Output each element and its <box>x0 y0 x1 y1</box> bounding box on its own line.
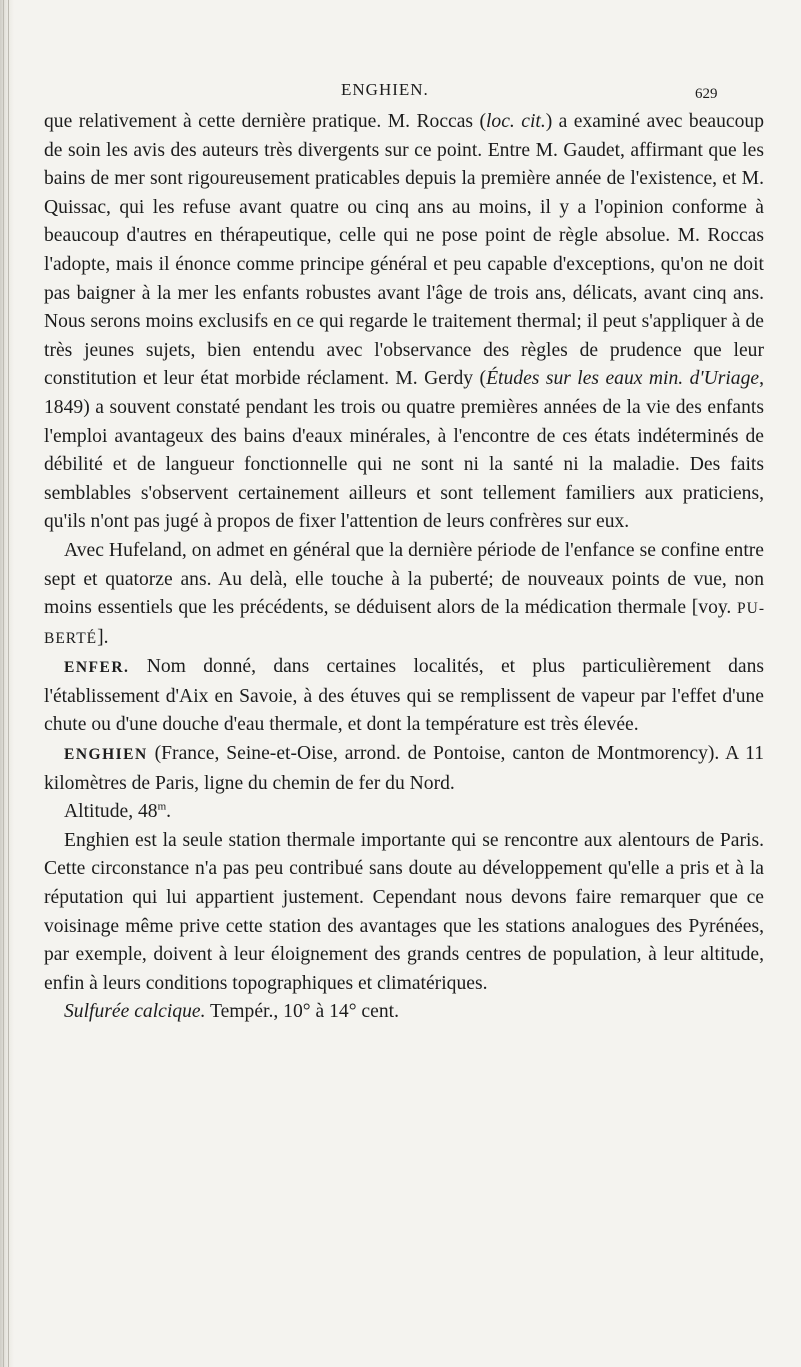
citation: Études sur les eaux min. d'Uriage <box>486 368 760 390</box>
entry-headword: ENFER. <box>64 659 130 677</box>
paragraph-1 <box>44 108 764 537</box>
text-run: ]. <box>97 626 109 648</box>
running-head: ENGHIEN. <box>341 80 429 99</box>
binding-line <box>3 0 4 1367</box>
altitude-unit: m <box>157 800 167 813</box>
entry-headword: ENGHIEN <box>64 746 148 764</box>
page-binding-edge <box>0 0 14 1367</box>
water-classification <box>44 998 764 1027</box>
text-run: que relativement à cette dernière pratique. M. Roccas ( <box>44 111 486 132</box>
text-run: Avec Hufeland, on admet en général que la dernière période de l'enfance se confine entre sept et quatorze ans. Au delà, elle touche à la puberté; de nouveaux points de vue, non moins essentiels que les précédents, se déduisent alors de la médication thermale [voy. <box>44 539 764 619</box>
citation: loc. cit. <box>485 111 546 132</box>
entry-text: Nom donné, dans certaines localités, et plus particulièrement dans l'établissement d'Aix en Savoie, à des étuves qui se remplissent de vapeur par l'effet d'une chute ou d'une douche d'eau thermale, et dont la température est très élevée. <box>44 656 764 736</box>
text-run: . <box>166 801 172 823</box>
paragraph-2 <box>44 537 764 653</box>
entry-enfer <box>44 653 764 740</box>
classification-label: Sulfurée calcique. <box>64 1001 206 1023</box>
body-text <box>44 108 764 1027</box>
enghien-description <box>44 827 764 999</box>
text-run: Enghien est la seule station thermale importante qui se rencontre aux alentours de Paris. Cette circonstance n'a pas peu contribué sans doute au développement qu'elle a pris et à la réputation qui lui appartient justement. Cependant nous devons faire remarquer que ce voisinage même prive cette station des avantages que les stations analogues des Pyrénées, par exemple, doivent à leur éloignement des grands centres de population, à leur altitude, enfin à leurs conditions topographiques et climatériques. <box>44 829 764 994</box>
altitude-value: Altitude, 48 <box>64 801 158 823</box>
temperature-text: Tempér., 10° à 14° cent. <box>205 1001 399 1023</box>
entry-text: (France, Seine-et-Oise, arrond. de Pontoise, canton de Montmorency). A 11 kilomètres de Paris, ligne du chemin de fer du Nord. <box>44 743 764 794</box>
entry-enghien <box>44 740 764 798</box>
text-run: ) a examiné avec beaucoup de soin les avis des auteurs très divergents sur ce point. Entre M. Gaudet, affirmant que les bains de mer sont rigoureusement praticables depuis la première année de l'existence, et M. Quissac, qui les refuse avant quatre ou cinq ans au moins, il y a l'opinion conforme à beaucoup d'autres en thérapeutique, celle qui ne pose point de règle absolue. M. Roccas l'adopte, mais il énonce comme principe général et peu capable d'exceptions, qu'on ne doit pas baigner à la mer les enfants robustes avant l'âge de trois ans, délicats, avant cinq ans. Nous serons moins exclusifs en ce qui regarde le traitement thermal; il peut s'appliquer à de très jeunes sujets, bien entendu avec l'observance des règles de prudence que leur constitution et leur état morbide réclament. M. Gerdy ( <box>44 111 764 390</box>
binding-line <box>8 0 9 1367</box>
cross-reference: PUBERTÉ <box>44 600 764 647</box>
altitude-line <box>44 798 764 827</box>
page-header <box>0 80 801 104</box>
page-number: 629 <box>695 86 718 102</box>
text-run: , 1849) a souvent constaté pendant les trois ou quatre premières années de la vie des enfants l'emploi avantageux des bains d'eaux minérales, à l'encontre de ces états indéterminés de débilité et de langueur fonctionnelle qui ne sont ni la santé ni la maladie. Des faits semblables s'observent certainement ailleurs et sont tellement familiers aux praticiens, qu'ils n'ont pas jugé à propos de fixer l'attention de leurs confrères sur eux. <box>44 368 765 533</box>
